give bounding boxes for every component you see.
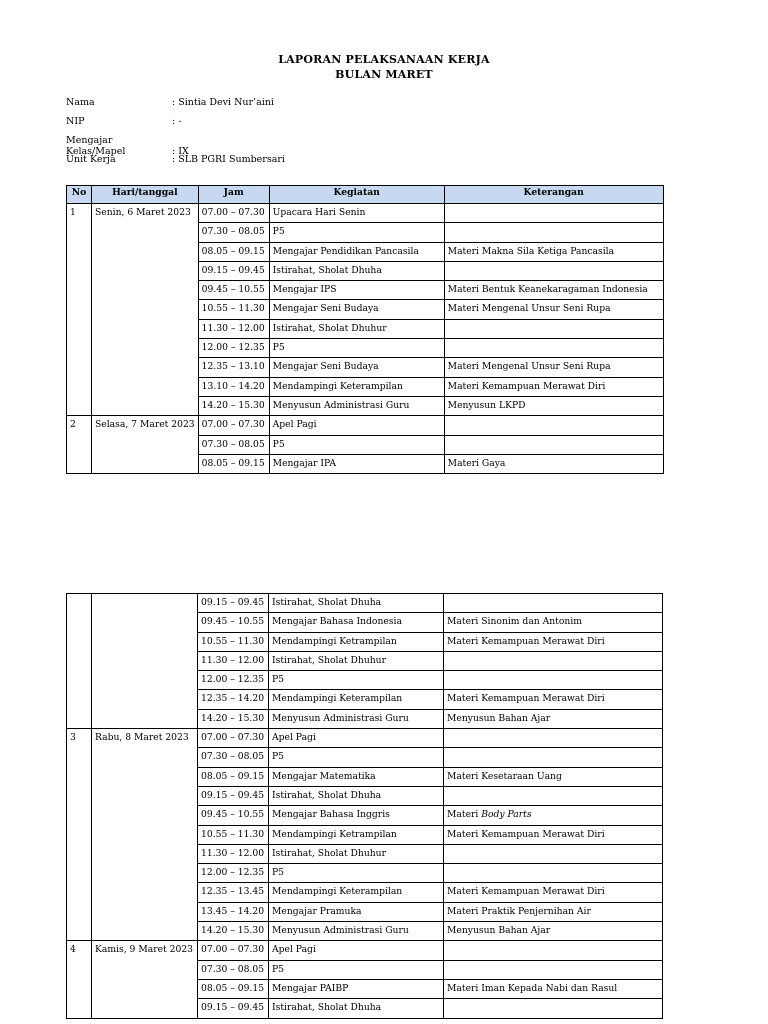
- cell-jam: 09.15 – 09.45: [198, 786, 269, 805]
- header-hari: Hari/tanggal: [92, 186, 199, 204]
- cell-keterangan: [444, 844, 663, 863]
- cell-kegiatan: Mengajar Seni Budaya: [269, 358, 444, 377]
- table-row: [67, 594, 663, 613]
- cell-jam: 12.00 – 12.35: [198, 339, 269, 358]
- cell-kegiatan: Mengajar PAIBP: [269, 979, 444, 998]
- cell-keterangan: [444, 864, 663, 883]
- day-2-rows-p1: [67, 416, 664, 474]
- cell-jam: 14.20 – 15.30: [198, 709, 269, 728]
- cell-kegiatan: Upacara Hari Senin: [269, 204, 444, 223]
- cell-jam: 08.05 – 09.15: [198, 979, 269, 998]
- cell-jam: 10.55 – 11.30: [198, 300, 269, 319]
- cell-jam: 09.15 – 09.45: [198, 594, 269, 613]
- cell-kegiatan: Istirahat, Sholat Dhuha: [269, 999, 444, 1018]
- cell-kegiatan: Mengajar Pendidikan Pancasila: [269, 242, 444, 261]
- cell-kegiatan: Mendampingi Ketrampilan: [269, 825, 444, 844]
- header-no: No: [67, 186, 92, 204]
- cell-no: 3: [67, 729, 92, 941]
- cell-keterangan: [444, 748, 663, 767]
- table-header: [67, 186, 664, 204]
- cell-keterangan: Materi Kemampuan Merawat Diri: [444, 377, 663, 396]
- cell-jam: 07.30 – 08.05: [198, 435, 269, 454]
- cell-no: 2: [67, 416, 92, 474]
- keterangan-italic: Body Parts: [481, 809, 532, 821]
- cell-jam: 09.15 – 09.45: [198, 999, 269, 1018]
- cell-keterangan: [444, 999, 663, 1018]
- cell-kegiatan: Mendampingi Ketrampilan: [269, 632, 444, 651]
- cell-keterangan: Materi Kemampuan Merawat Diri: [444, 825, 663, 844]
- cell-kegiatan: P5: [269, 864, 444, 883]
- cell-jam: 07.00 – 07.30: [198, 729, 269, 748]
- cell-keterangan: [444, 671, 663, 690]
- cell-jam: 11.30 – 12.00: [198, 319, 269, 338]
- cell-keterangan: Materi Makna Sila Ketiga Pancasila: [444, 242, 663, 261]
- table-row: [67, 204, 664, 223]
- cell-jam: 13.10 – 14.20: [198, 377, 269, 396]
- cell-kegiatan: Mengajar IPS: [269, 281, 444, 300]
- cell-kegiatan: Mengajar Bahasa Indonesia: [269, 613, 444, 632]
- cell-jam: 07.30 – 08.05: [198, 748, 269, 767]
- cell-kegiatan: Istirahat, Sholat Dhuhur: [269, 844, 444, 863]
- cell-keterangan: Materi Kemampuan Merawat Diri: [444, 690, 663, 709]
- cell-jam: 08.05 – 09.15: [198, 767, 269, 786]
- cell-kegiatan: P5: [269, 748, 444, 767]
- table-row: [67, 941, 663, 960]
- cell-keterangan: Menyusun Bahan Ajar: [444, 709, 663, 728]
- table-row: [67, 416, 664, 435]
- cell-keterangan: [444, 786, 663, 805]
- cell-kegiatan: P5: [269, 671, 444, 690]
- cell-keterangan: Materi Bentuk Keanekaragaman Indonesia: [444, 281, 663, 300]
- cell-kegiatan: Istirahat, Sholat Dhuha: [269, 261, 444, 280]
- cell-keterangan: Menyusun Bahan Ajar: [444, 922, 663, 941]
- cell-keterangan: Materi Iman Kepada Nabi dan Rasul: [444, 979, 663, 998]
- cell-jam: 09.45 – 10.55: [198, 613, 269, 632]
- cell-kegiatan: Istirahat, Sholat Dhuhur: [269, 651, 444, 670]
- cell-keterangan: [444, 204, 663, 223]
- cell-jam: 10.55 – 11.30: [198, 632, 269, 651]
- cell-jam: 12.00 – 12.35: [198, 864, 269, 883]
- cell-date: [92, 594, 198, 729]
- day-1-rows: [67, 204, 664, 416]
- cell-keterangan: [444, 651, 663, 670]
- cell-kegiatan: Mengajar Pramuka: [269, 902, 444, 921]
- cell-kegiatan: Istirahat, Sholat Dhuha: [269, 594, 444, 613]
- schedule-table-page1: [66, 185, 664, 474]
- report-title: LAPORAN PELAKSANAAN KERJA: [278, 53, 490, 66]
- cell-jam: 08.05 – 09.15: [198, 454, 269, 473]
- info-nip: NIP : -: [66, 116, 182, 127]
- cell-jam: 14.20 – 15.30: [198, 922, 269, 941]
- cell-jam: 09.15 – 09.45: [198, 261, 269, 280]
- cell-jam: 10.55 – 11.30: [198, 825, 269, 844]
- cell-jam: 12.35 – 13.45: [198, 883, 269, 902]
- cell-keterangan: Materi Kemampuan Merawat Diri: [444, 883, 663, 902]
- cell-keterangan: [444, 806, 663, 825]
- cell-kegiatan: Mengajar Seni Budaya: [269, 300, 444, 319]
- cell-kegiatan: Mendampingi Keterampilan: [269, 377, 444, 396]
- cell-kegiatan: Istirahat, Sholat Dhuha: [269, 786, 444, 805]
- cell-kegiatan: Menyusun Administrasi Guru: [269, 922, 444, 941]
- cell-no: 1: [67, 204, 92, 416]
- cell-keterangan: Materi Sinonim dan Antonim: [444, 613, 663, 632]
- cell-date: Kamis, 9 Maret 2023: [92, 941, 198, 1018]
- info-kelas: Mengajar Kelas/Mapel : IX: [66, 135, 189, 157]
- info-nama: Nama : Sintia Devi Nur’aini: [66, 97, 274, 108]
- cell-keterangan: [444, 729, 663, 748]
- cell-jam: 07.00 – 07.30: [198, 416, 269, 435]
- keterangan-text: Materi: [447, 809, 482, 821]
- cell-kegiatan: Menyusun Administrasi Guru: [269, 396, 444, 415]
- cell-keterangan: [444, 416, 663, 435]
- cell-kegiatan: Istirahat, Sholat Dhuhur: [269, 319, 444, 338]
- table-row: [67, 729, 663, 748]
- cell-kegiatan: Apel Pagi: [269, 416, 444, 435]
- report-subtitle: BULAN MARET: [335, 68, 433, 81]
- day-4-rows: [67, 941, 663, 1018]
- header-keterangan: Keterangan: [444, 186, 663, 204]
- cell-keterangan: [444, 339, 663, 358]
- cell-keterangan: [444, 319, 663, 338]
- cell-jam: 08.05 – 09.15: [198, 242, 269, 261]
- cell-jam: 09.45 – 10.55: [198, 806, 269, 825]
- day-3-rows: [67, 729, 663, 941]
- cell-kegiatan: Mengajar Matematika: [269, 767, 444, 786]
- cell-jam: 07.30 – 08.05: [198, 960, 269, 979]
- info-unit: Unit Kerja : SLB PGRI Sumbersari: [66, 154, 285, 165]
- cell-no: [67, 594, 92, 729]
- cell-kegiatan: P5: [269, 223, 444, 242]
- cell-date: Rabu, 8 Maret 2023: [92, 729, 198, 941]
- cell-jam: 14.20 – 15.30: [198, 396, 269, 415]
- cell-keterangan: Materi Gaya: [444, 454, 663, 473]
- cell-jam: 09.45 – 10.55: [198, 281, 269, 300]
- cell-jam: 12.00 – 12.35: [198, 671, 269, 690]
- cell-kegiatan: Apel Pagi: [269, 941, 444, 960]
- cell-keterangan: Materi Mengenal Unsur Seni Rupa: [444, 300, 663, 319]
- cell-jam: 11.30 – 12.00: [198, 651, 269, 670]
- cell-keterangan: [444, 223, 663, 242]
- cell-keterangan: Menyusun LKPD: [444, 396, 663, 415]
- day-2-rows-p2: [67, 594, 663, 729]
- cell-keterangan: [444, 594, 663, 613]
- cell-keterangan: [444, 960, 663, 979]
- cell-jam: 13.45 – 14.20: [198, 902, 269, 921]
- schedule-table-page2: [66, 593, 663, 1019]
- cell-jam: 07.00 – 07.30: [198, 204, 269, 223]
- cell-kegiatan: P5: [269, 960, 444, 979]
- cell-kegiatan: Menyusun Administrasi Guru: [269, 709, 444, 728]
- cell-keterangan: [444, 941, 663, 960]
- cell-kegiatan: Mengajar IPA: [269, 454, 444, 473]
- cell-keterangan: [444, 435, 663, 454]
- cell-jam: 07.30 – 08.05: [198, 223, 269, 242]
- cell-date: Selasa, 7 Maret 2023: [92, 416, 199, 474]
- cell-kegiatan: Mendampingi Keterampilan: [269, 883, 444, 902]
- cell-kegiatan: P5: [269, 339, 444, 358]
- cell-jam: 11.30 – 12.00: [198, 844, 269, 863]
- cell-keterangan: Materi Kesetaraan Uang: [444, 767, 663, 786]
- cell-keterangan: Materi Kemampuan Merawat Diri: [444, 632, 663, 651]
- header-jam: Jam: [198, 186, 269, 204]
- cell-jam: 12.35 – 13.10: [198, 358, 269, 377]
- cell-keterangan: [444, 261, 663, 280]
- cell-no: 4: [67, 941, 92, 1018]
- cell-jam: 12.35 – 14.20: [198, 690, 269, 709]
- cell-kegiatan: Mengajar Bahasa Inggris: [269, 806, 444, 825]
- cell-date: Senin, 6 Maret 2023: [92, 204, 199, 416]
- header-kegiatan: Kegiatan: [269, 186, 444, 204]
- cell-keterangan: Materi Mengenal Unsur Seni Rupa: [444, 358, 663, 377]
- cell-kegiatan: Apel Pagi: [269, 729, 444, 748]
- cell-jam: 07.00 – 07.30: [198, 941, 269, 960]
- cell-kegiatan: P5: [269, 435, 444, 454]
- cell-kegiatan: Mendampingi Keterampilan: [269, 690, 444, 709]
- cell-keterangan: Materi Praktik Penjernihan Air: [444, 902, 663, 921]
